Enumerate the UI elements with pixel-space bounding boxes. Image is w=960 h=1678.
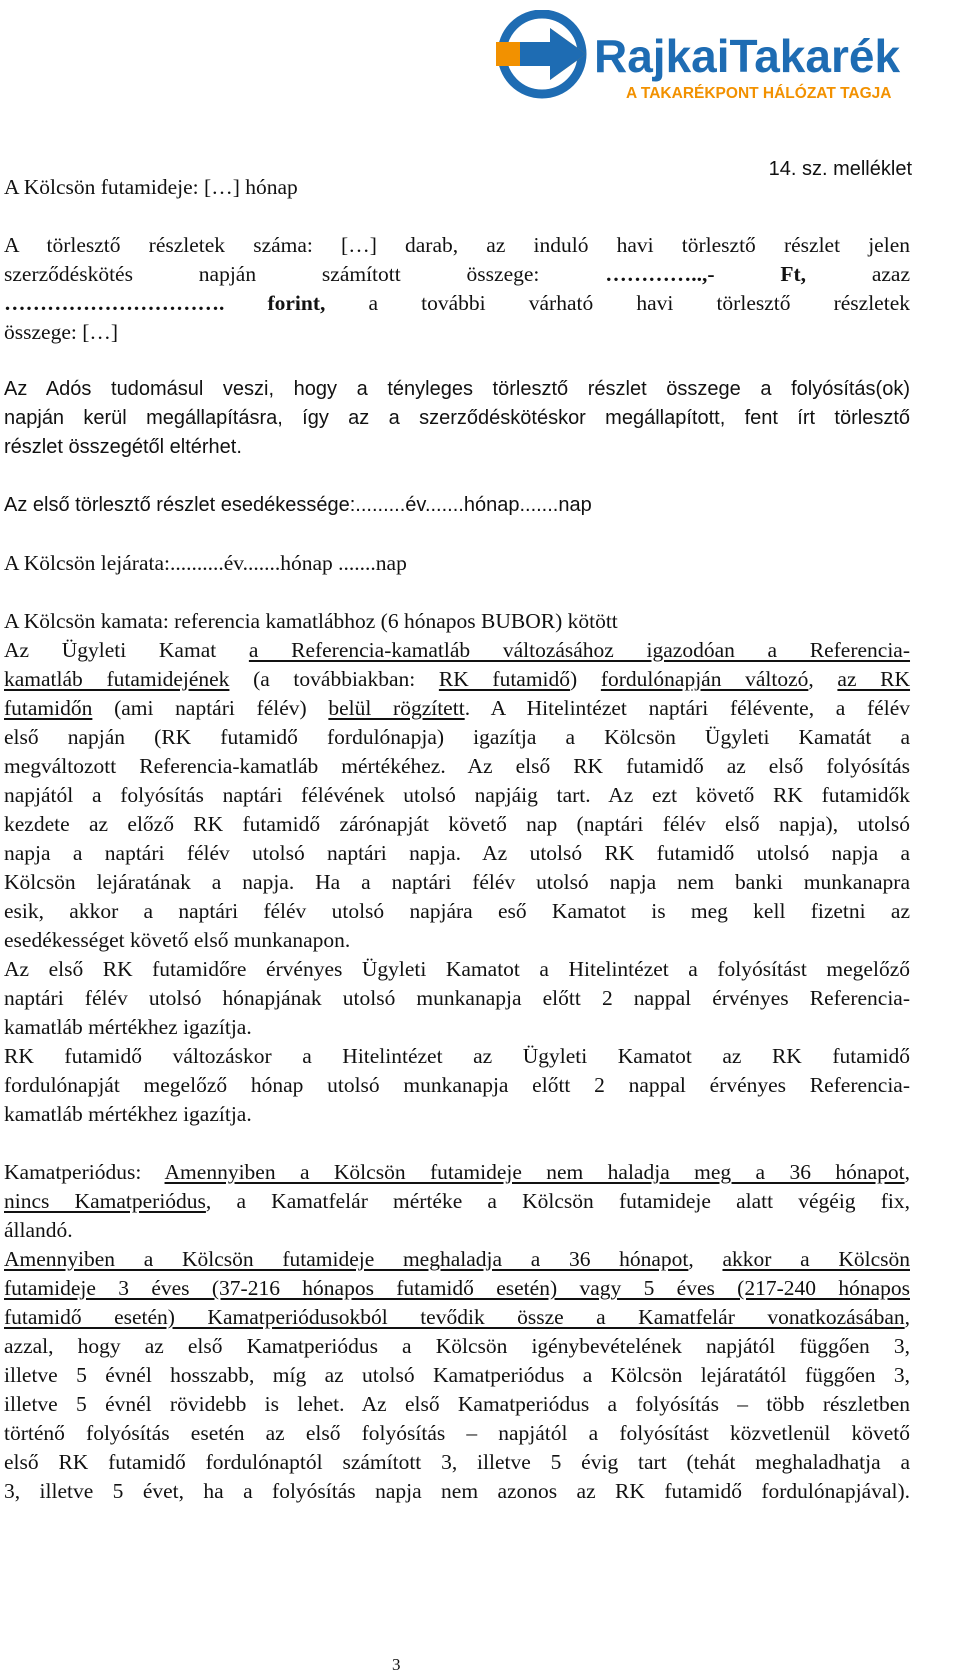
period-line-5: futamideje 3 éves (37-216 hónapos futamidő esetén) vagy 5 éves (217-240 hónapos (4, 1276, 910, 1300)
period-line-3: állandó. (4, 1218, 73, 1242)
period-text: , (904, 1305, 910, 1329)
interest-line-14: naptári félév utolsó hónapjának utolsó munkanapja előtt 2 nappal érvényes Referencia- (4, 986, 910, 1010)
interest-line-12: esedékességet követő első munkanapon. (4, 928, 351, 952)
interest-line-7: napjától a folyósítás naptári félévének utolsó napjáig tart. Az ezt követő RK futamidők (4, 783, 910, 807)
period-text: , a Kamatfelár mértéke a Kölcsön futamideje alatt végéig fix, (205, 1189, 910, 1213)
interest-underlined: az RK (837, 667, 911, 691)
installments-text: szerződéskötés napján számított összege: (4, 262, 540, 286)
period-underlined: nincs Kamatperiódus (4, 1189, 206, 1213)
logo-name-part1: Rajkai (594, 30, 730, 82)
interest-line-2 (4, 637, 910, 664)
svg-text:RajkaiTakarék (594, 30, 900, 82)
interest-line-6: megváltozott Referencia-kamatláb mértékéhez. Az első RK futamidő az első folyósítás (4, 754, 910, 778)
logo-name-part2: Takarék (729, 30, 901, 82)
notice-line-1: Az Adós tudomásul veszi, hogy a tényleges törlesztő részlet összege a folyósítás(ok) (4, 378, 910, 400)
interest-text: ) (570, 667, 578, 691)
interest-underlined: kamatláb futamidejének (4, 667, 230, 691)
loan-maturity: A Kölcsön lejárata:..........év.......hónap .......nap (4, 551, 407, 575)
interest-line-17: fordulónapját megelőző hónap utolsó munkanapja előtt 2 nappal érvényes Referencia- (4, 1073, 910, 1097)
period-line-6 (4, 1304, 910, 1331)
period-line-7: azzal, hogy az első Kamatperiódus a Kölcsön igénybevételének napjától függően 3, (4, 1334, 910, 1358)
period-line-11: első RK futamidő fordulónaptól számított 3, illetve 5 évig tart (tehát meghaladhatja a (4, 1450, 910, 1474)
interest-line-11: esik, akkor a naptári félév utolsó napjára eső Kamatot is meg kell fizetni az (4, 899, 910, 923)
interest-line-5: első napján (RK futamidő fordulónapja) igazítja a Kölcsön Ügyleti Kamatát a (4, 725, 910, 749)
amount-blank-forint: …………………………. forint, (4, 291, 326, 315)
interest-underlined: belül rögzített (328, 696, 465, 720)
interest-line-4 (4, 695, 910, 722)
interest-text: (ami naptári félév) (114, 696, 307, 720)
notice-line-2: napján kerül megállapításra, így az a szerződéskötéskor megállapított, fent írt törlesztő (4, 407, 910, 429)
interest-line-1: A Kölcsön kamata: referencia kamatlábhoz (6 hónapos BUBOR) kötött (4, 609, 618, 633)
installments-text: a további várható havi törlesztő részletek (368, 291, 910, 315)
interest-text: (a továbbiakban: (253, 667, 416, 691)
installments-line-4: összege: […] (4, 320, 119, 344)
period-underlined: futamidő esetén) Kamatperiódusokból tevődik össze a Kamatfelár vonatkozásában (4, 1305, 905, 1329)
interest-line-10: Kölcsön lejáratának a napja. Ha a naptári félév utolsó napja nem banki munkanapra (4, 870, 910, 894)
period-text: , (688, 1247, 694, 1271)
interest-line-16: RK futamidő változáskor a Hitelintézet az Ügyleti Kamatot az RK futamidő (4, 1044, 910, 1068)
interest-line-3 (4, 666, 910, 693)
interest-line-13: Az első RK futamidőre érvényes Ügyleti Kamatot a Hitelintézet a folyósítást megelőző (4, 957, 910, 981)
period-line-12: 3, illetve 5 évet, ha a folyósítás napja nem azonos az RK futamidő fordulónapjával). (4, 1479, 910, 1503)
first-installment-due: Az első törlesztő részlet esedékessége:.........év.......hónap.......nap (4, 494, 592, 516)
interest-text: . A Hitelintézet naptári félévente, a félév (464, 696, 910, 720)
installments-line-2 (4, 261, 910, 288)
period-underlined: Amennyiben a Kölcsön futamideje meghaladja a 36 hónapot (4, 1247, 689, 1271)
period-line-10: történő folyósítás esetén az első folyósítás – napjától a folyósítást közvetlenül követő (4, 1421, 910, 1445)
page-number: 3 (392, 1655, 401, 1674)
interest-line-18: kamatláb mértékhez igazítja. (4, 1102, 252, 1126)
interest-underlined: a Referencia-kamatláb változásához igazodóan a Referencia- (248, 638, 911, 662)
interest-line-9: napja a naptári félév utolsó naptári napja. Az utolsó RK futamidő utolsó napja a (4, 841, 910, 865)
annex-label: 14. sz. melléklet (768, 158, 912, 180)
interest-underlined: futamidőn (4, 696, 93, 720)
interest-text: Az Ügyleti Kamat (4, 638, 217, 662)
interest-text: , (808, 667, 814, 691)
interest-line-8: kezdete az előző RK futamidő zárónapját követő nap (naptári félév első napja), utolsó (4, 812, 910, 836)
logo-emblem-icon (496, 14, 586, 94)
interest-underlined: RK futamidő (438, 667, 571, 691)
period-line-2 (4, 1188, 910, 1215)
period-underlined: akkor a Kölcsön (722, 1247, 910, 1271)
period-underlined: Amennyiben a Kölcsön futamideje nem haladja meg a 36 hónapot (164, 1160, 905, 1184)
period-text: , (904, 1160, 910, 1184)
interest-line-15: kamatláb mértékhez igazítja. (4, 1015, 252, 1039)
period-line-8: illetve 5 évnél hosszabb, míg az utolsó Kamatperiódus a Kölcsön lejáratától függően 3, (4, 1363, 910, 1387)
logo-tagline: A TAKARÉKPONT HÁLÓZAT TAGJA (626, 85, 892, 102)
installments-line-1: A törlesztő részletek száma: […] darab, az induló havi törlesztő részlet jelen (4, 233, 910, 257)
installments-line-3 (4, 290, 910, 317)
amount-blank-ft: …………..,- Ft, (605, 262, 806, 286)
notice-line-3: részlet összegétől eltérhet. (4, 436, 242, 458)
loan-term: A Kölcsön futamideje: […] hónap (4, 175, 298, 199)
interest-underlined: fordulónapján változó (600, 667, 809, 691)
period-line-4 (4, 1246, 910, 1273)
period-line-1 (4, 1159, 910, 1186)
rajkai-takarek-logo (490, 10, 950, 110)
installments-text: azaz (871, 262, 910, 286)
period-line-9: illetve 5 évnél rövidebb is lehet. Az első Kamatperiódus a folyósítás – több részletben (4, 1392, 910, 1416)
period-text: Kamatperiódus: (4, 1160, 142, 1184)
